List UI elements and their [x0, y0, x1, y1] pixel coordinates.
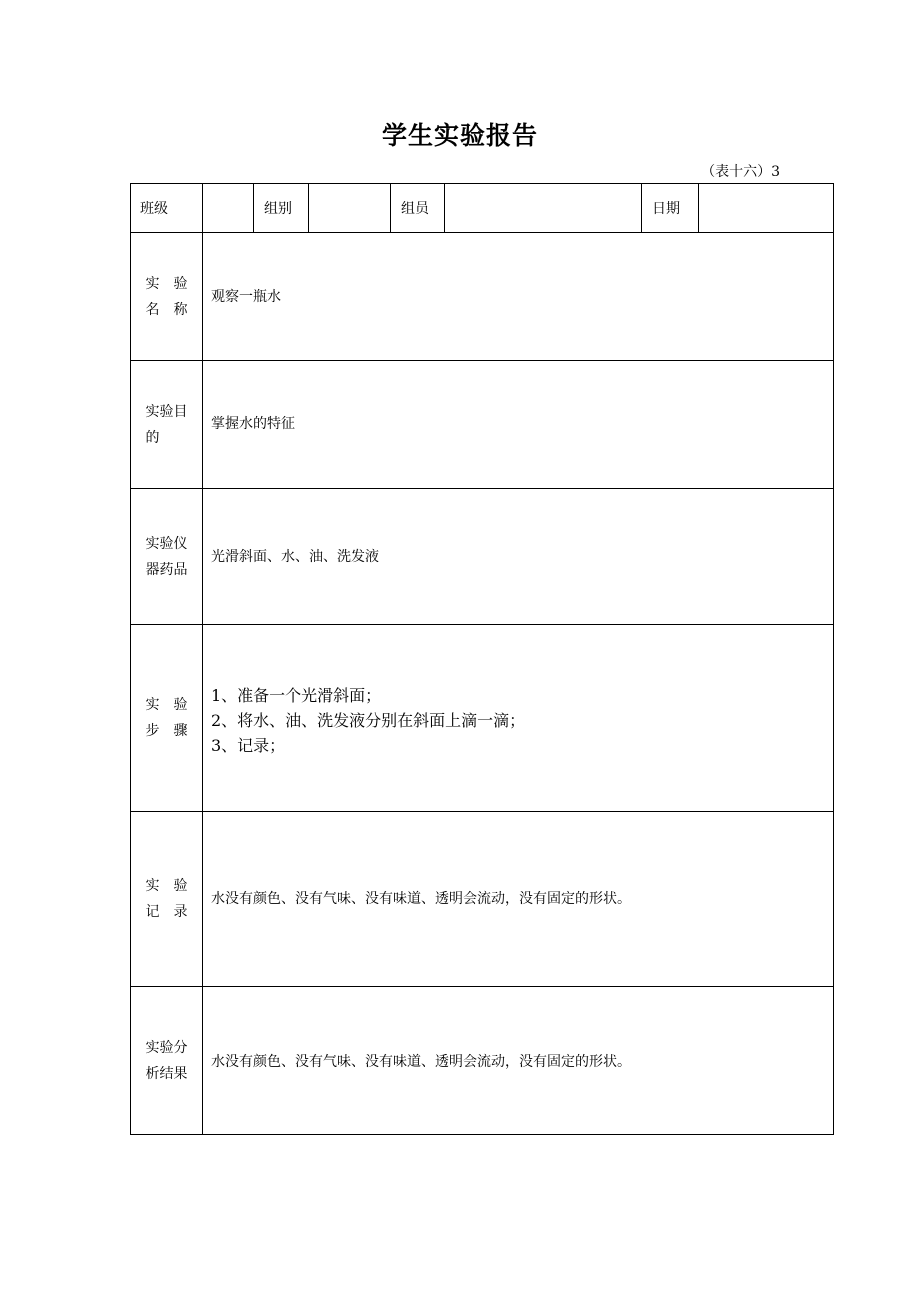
members-label: 组员: [401, 201, 429, 217]
date-label: 日期: [652, 201, 680, 217]
list-item: 2、将水、油、洗发液分别在斜面上滴一滴；: [211, 711, 526, 730]
record-label: 实 验 记 录: [145, 878, 188, 920]
list-item: 3、记录；: [211, 736, 286, 755]
analysis-value: 水没有颜色、没有气味、没有味道、透明会流动，没有固定的形状。: [211, 1054, 631, 1070]
steps-label: 实 验 步 骤: [145, 697, 188, 739]
class-label: 班级: [140, 201, 168, 217]
analysis-label: 实验分 析结果: [145, 1039, 188, 1082]
equipment-value: 光滑斜面、水、油、洗发液: [211, 549, 379, 565]
steps-list: [211, 683, 525, 758]
list-item: 1、准备一个光滑斜面；: [211, 686, 382, 705]
experiment-purpose-label: 实验目 的: [145, 403, 188, 446]
group-label: 组别: [264, 201, 292, 217]
record-value: 水没有颜色、没有气味、没有味道、透明会流动，没有固定的形状。: [211, 891, 631, 907]
experiment-name-value: 观察一瓶水: [211, 289, 281, 305]
experiment-name-label: 实 验 名 称: [145, 275, 188, 318]
equipment-label: 实验仪 器药品: [145, 535, 188, 578]
page-title: 学生实验报告: [381, 121, 538, 150]
table-number: （表十六）3: [701, 164, 780, 180]
experiment-purpose-value: 掌握水的特征: [211, 416, 295, 432]
